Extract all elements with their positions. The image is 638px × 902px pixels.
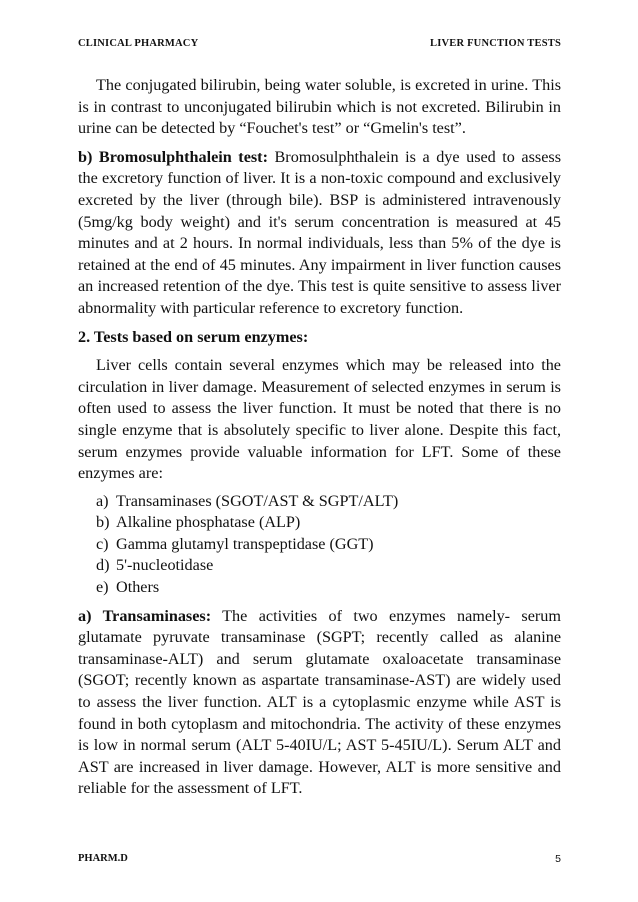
page-body (78, 75, 561, 800)
page-header (78, 38, 561, 52)
bsp-heading: b) Bromosulphthalein test: (78, 147, 268, 166)
enzyme-list (78, 491, 561, 599)
list-item: c) Gamma glutamyl transpeptidase (GGT) (96, 534, 374, 553)
list-item: d) 5'-nucleotidase (96, 556, 214, 575)
page-footer (78, 853, 561, 867)
bsp-body: Bromosulphthalein is a dye used to assess the excretory function of liver. It is a non-toxic compound and exclusively excreted by the liver (through bile). BSP is administered intravenously (5mg/kg body weight) and it's serum concentration is measured at 45 minutes and at 2 hours. In normal individuals, less than 5% of the dye is retained at the end of 45 minutes. Any impairment in liver function causes an increased retention of the dye. This test is quite sensitive to assess liver abnormality with particular reference to excretory function. (78, 147, 562, 317)
serum-enzymes-intro: Liver cells contain several enzymes which may be released into the circulation in liver damage. Measurement of selected enzymes in serum is often used to assess the liver function. It must be noted that there is no single enzyme that is absolutely specific to liver alone. Despite this fact, serum enzymes provide valuable information for LFT. Some of these enzymes are: (78, 356, 561, 483)
list-item: e) Others (96, 578, 160, 597)
page-number: 5 (555, 853, 561, 865)
transaminases-heading: a) Transaminases: (78, 606, 212, 625)
header-chapter-title: LIVER FUNCTION TESTS (429, 38, 561, 49)
header-subject: CLINICAL PHARMACY (78, 38, 199, 49)
list-item: a) Transaminases (SGOT/AST & SGPT/ALT) (96, 491, 399, 510)
footer-course: PHARM.D (78, 853, 128, 864)
bilirubin-paragraph: The conjugated bilirubin, being water soluble, is excreted in urine. This is in contrast to unconjugated bilirubin which is not excreted. Bilirubin in urine can be detected by “Fouchet's test” or “Gmelin's test”. (78, 76, 561, 138)
section-heading-serum-enzymes: 2. Tests based on serum enzymes: (78, 327, 309, 346)
transaminases-paragraph (78, 606, 561, 800)
transaminases-body: The activities of two enzymes namely- serum glutamate pyruvate transaminase (SGPT; recently called as alanine transaminase-ALT) and serum glutamate oxaloacetate transaminase (SGOT; recently known as aspartate transaminase-AST) are widely used to assess the liver function. ALT is a cytoplasmic enzyme while AST is found in both cytoplasm and mitochondria. The activity of these enzymes is low in normal serum (ALT 5-40IU/L; AST 5-45IU/L). Serum ALT and AST are increased in liver damage. However, ALT is more sensitive and reliable for the assessment of LFT. (78, 606, 561, 798)
bsp-paragraph (78, 147, 561, 320)
list-item: b) Alkaline phosphatase (ALP) (96, 513, 301, 532)
